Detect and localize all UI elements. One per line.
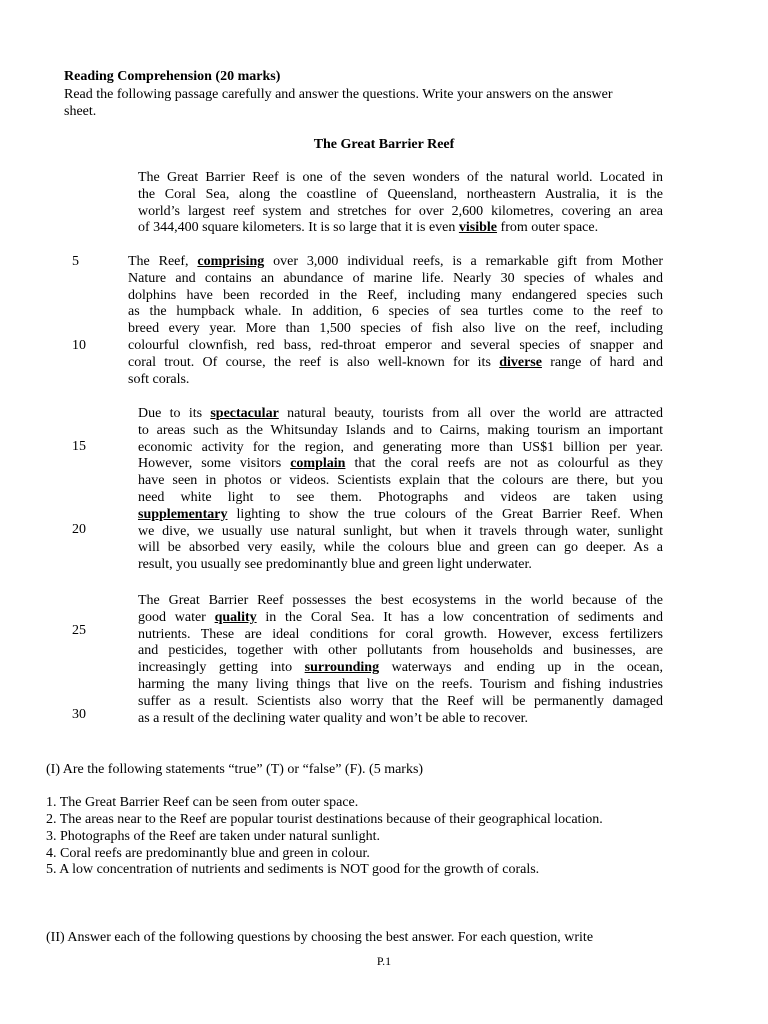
line-number: 5: [72, 254, 79, 269]
passage-line: and pesticides, together with other pollutants from households and businesses, are: [138, 643, 663, 659]
passage-text: that the coral reefs are not as colourful as they: [345, 456, 663, 472]
passage-line: [138, 507, 663, 524]
passage-line: the Coral Sea, along the coastline of Queensland, northeastern Australia, it is the: [138, 186, 663, 202]
passage-text: of 344,400 square kilometers. It is so large that it is even: [138, 220, 459, 236]
vocabulary-word: surrounding: [304, 660, 380, 676]
passage-text: However, some visitors: [138, 456, 291, 472]
passage-text: good water: [138, 609, 215, 625]
passage-line: we dive, we usually use natural sunlight, but when it travels through water, sunlight: [138, 523, 663, 539]
instructions-line-2: sheet.: [64, 104, 97, 119]
line-number: 30: [72, 707, 86, 722]
passage-line: The Great Barrier Reef possesses the best ecosystems in the world because of the: [138, 593, 663, 608]
passage-line: The Great Barrier Reef is one of the seven wonders of the natural world. Located in: [138, 170, 663, 185]
line-number: 20: [72, 522, 86, 537]
line-number: 25: [72, 623, 86, 638]
passage-text: coral trout. Of course, the reef is also well-known for its: [128, 354, 500, 370]
vocabulary-word: quality: [214, 609, 257, 625]
section-title: Reading Comprehension (20 marks): [64, 69, 281, 84]
passage-line: result, you usually see predominantly blue and green light underwater.: [138, 557, 532, 573]
vocabulary-word: complain: [290, 456, 346, 472]
statement-item: 1. The Great Barrier Reef can be seen from outer space.: [46, 795, 359, 810]
line-number: 15: [72, 439, 86, 454]
passage-line: [128, 355, 663, 372]
paragraph-1: [138, 170, 663, 237]
passage-line: need white light to see them. Photographs and videos are taken using: [138, 489, 663, 505]
statement-item: 4. Coral reefs are predominantly blue and green in colour.: [46, 846, 370, 861]
passage-text: waterways and ending up in the ocean,: [379, 660, 663, 676]
passage-line: as the humpback whale. In addition, 6 species of sea turtles come to the reef to: [128, 304, 663, 320]
statement-item: 2. The areas near to the Reef are popular tourist destinations because of their geographical location.: [46, 812, 603, 827]
paragraph-2: [128, 254, 663, 388]
vocabulary-word: visible: [458, 220, 498, 236]
vocabulary-word: spectacular: [210, 406, 279, 421]
passage-text: over 3,000 individual reefs, is a remarkable gift from Mother: [264, 254, 663, 269]
passage-line: breed every year. More than 1,500 species of fish also live on the reef, including: [128, 321, 663, 337]
passage-line: [128, 254, 663, 271]
passage-line: have seen in photos or videos. Scientists explain that the colours are there, but you: [138, 473, 663, 489]
instructions-line-1: Read the following passage carefully and answer the questions. Write your answers on the answer: [64, 87, 613, 102]
passage-line: will be absorbed very easily, while the colours blue and green can go deeper. As a: [138, 540, 663, 556]
part-1-heading: (I) Are the following statements “true” (T) or “false” (F). (5 marks): [46, 762, 424, 777]
vocabulary-word: comprising: [197, 254, 265, 269]
passage-line: [138, 220, 663, 237]
paragraph-4: [138, 593, 663, 727]
passage-line: as a result of the declining water quality and won’t be able to recover.: [138, 710, 529, 726]
passage-text: natural beauty, tourists from all over the world are attracted: [278, 406, 663, 421]
statement-item: 3. Photographs of the Reef are taken under natural sunlight.: [46, 829, 380, 844]
passage-line: nutrients. These are ideal conditions for coral growth. However, excess fertilizers: [138, 626, 663, 642]
passage-line: harming the many living things that live on the reefs. Tourism and fishing industries: [138, 676, 663, 692]
passage-line: economic activity for the region, and generating more than US$1 billion per year.: [138, 439, 663, 455]
passage-line: [138, 610, 663, 627]
passage-line: [138, 456, 663, 473]
passage-line: world’s largest reef system and stretches for over 2,600 kilometres, covering an area: [138, 203, 663, 219]
passage-line: Nature and contains an abundance of marine life. Nearly 30 species of whales and: [128, 270, 663, 286]
passage-line: soft corals.: [128, 371, 190, 387]
statement-item: 5. A low concentration of nutrients and sediments is NOT good for the growth of corals.: [46, 862, 540, 877]
passage-text: in the Coral Sea. It has a low concentration of sediments and: [256, 609, 663, 625]
passage-line: [138, 660, 663, 677]
passage-line: colourful clownfish, red bass, red-throat emperor and several species of snapper and: [128, 337, 663, 353]
passage-title: The Great Barrier Reef: [313, 137, 455, 152]
passage-text: increasingly getting into: [138, 660, 305, 676]
passage-text: The Reef,: [128, 254, 198, 269]
passage-line: to areas such as the Whitsunday Islands and to Cairns, making tourism an important: [138, 422, 663, 438]
page-number: P.1: [376, 954, 392, 968]
vocabulary-word: supplementary: [138, 506, 228, 522]
vocabulary-word: diverse: [499, 354, 542, 370]
passage-text: range of hard and: [541, 354, 663, 370]
part-2-heading: (II) Answer each of the following questions by choosing the best answer. For each question, write: [46, 930, 594, 945]
passage-line: suffer as a result. Scientists also worry that the Reef will be permanently damaged: [138, 693, 663, 709]
paragraph-3: [138, 406, 663, 574]
passage-text: from outer space.: [497, 220, 599, 236]
passage-line: dolphins have been recorded in the Reef, including many endangered species such: [128, 287, 663, 303]
passage-text: Due to its: [138, 406, 211, 421]
passage-text: lighting to show the true colours of the Great Barrier Reef. When: [227, 506, 663, 522]
passage-line: [138, 406, 663, 423]
line-number: 10: [72, 338, 86, 353]
